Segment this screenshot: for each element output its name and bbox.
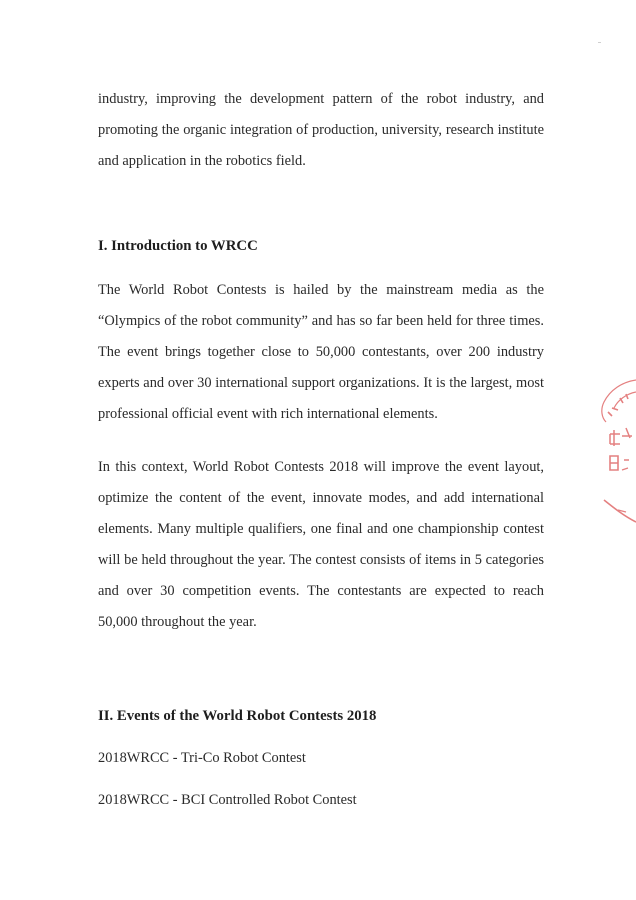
scan-artifact (598, 42, 601, 43)
section-2-heading: II. Events of the World Robot Contests 2018 (98, 708, 377, 724)
section-1-paragraph-2: In this context, World Robot Contests 2018 will improve the event layout, optimize the content of the event, innovate modes, and add international elements. Many multiple qualifiers, one final and one championship contest will be held throughout the year. The contest consists of items in 5 categories and over 30 competition events. The contestants are expected to reach 50,000 throughout the year. (98, 459, 544, 630)
event-item: 2018WRCC - BCI Controlled Robot Contest (98, 792, 357, 808)
section-1-paragraph-1: The World Robot Contests is hailed by the mainstream media as the “Olympics of the robot community” and has so far been held for three times. The event brings together close to 50,000 contestants, over 200 industry experts and over 30 international support organizations. It is the largest, most professional official event with rich international elements. (98, 282, 544, 422)
intro-continuation-paragraph: industry, improving the development pattern of the robot industry, and promoting the organic integration of production, university, research institute and application in the robotics field. (98, 91, 544, 169)
section-1-heading: I. Introduction to WRCC (98, 238, 258, 254)
event-item: 2018WRCC - Tri-Co Robot Contest (98, 750, 306, 766)
official-seal-stamp (592, 372, 636, 528)
